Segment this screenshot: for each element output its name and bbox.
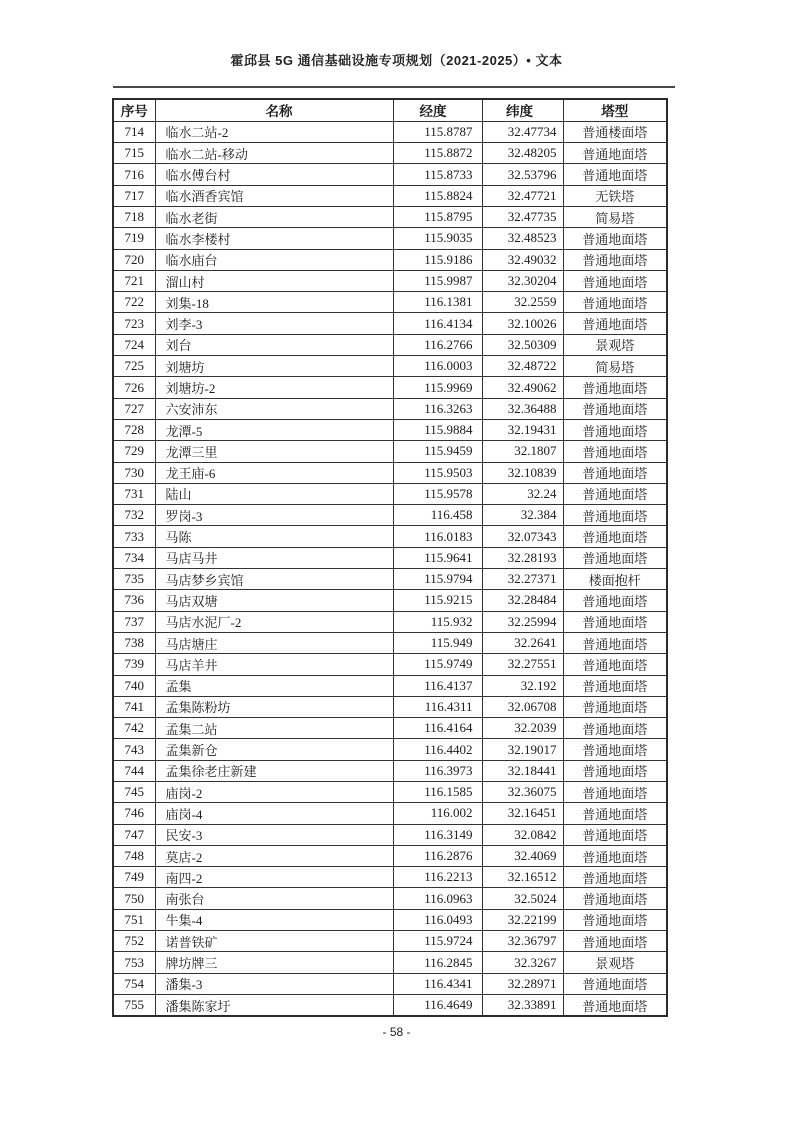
seq-cell: 749 (113, 867, 155, 888)
tower-type-cell: 简易塔 (563, 356, 667, 377)
latitude-cell: 32.3267 (482, 952, 563, 973)
name-cell: 潘集-3 (155, 973, 393, 994)
longitude-cell: 115.8795 (393, 206, 482, 227)
longitude-cell: 115.8872 (393, 143, 482, 164)
longitude-cell: 116.0183 (393, 526, 482, 547)
longitude-cell: 115.9035 (393, 228, 482, 249)
latitude-cell: 32.1807 (482, 441, 563, 462)
tower-type-cell: 普通地面塔 (563, 782, 667, 803)
seq-cell: 751 (113, 909, 155, 930)
tower-type-cell: 普通地面塔 (563, 867, 667, 888)
longitude-cell: 116.0003 (393, 356, 482, 377)
table-row (113, 377, 667, 398)
longitude-cell: 115.8824 (393, 185, 482, 206)
table-row (113, 569, 667, 590)
seq-cell: 732 (113, 505, 155, 526)
name-cell: 临水二站-移动 (155, 143, 393, 164)
table-row (113, 505, 667, 526)
table-row (113, 419, 667, 440)
latitude-cell: 32.4069 (482, 845, 563, 866)
table-row (113, 973, 667, 994)
page-number: - 58 - (382, 1025, 411, 1039)
latitude-cell: 32.33891 (482, 994, 563, 1016)
latitude-cell: 32.16512 (482, 867, 563, 888)
name-cell: 孟集新仓 (155, 739, 393, 760)
tower-type-cell: 普通地面塔 (563, 419, 667, 440)
latitude-cell: 32.18441 (482, 760, 563, 781)
table-row (113, 356, 667, 377)
longitude-cell: 116.2766 (393, 334, 482, 355)
seq-cell: 745 (113, 782, 155, 803)
tower-type-cell: 普通地面塔 (563, 675, 667, 696)
table-row (113, 931, 667, 952)
latitude-cell: 32.22199 (482, 909, 563, 930)
name-cell: 龙王庙-6 (155, 462, 393, 483)
table-row (113, 718, 667, 739)
seq-cell: 752 (113, 931, 155, 952)
latitude-cell: 32.06708 (482, 696, 563, 717)
name-cell: 庙岗-2 (155, 782, 393, 803)
longitude-cell: 116.4311 (393, 696, 482, 717)
name-cell: 溜山村 (155, 270, 393, 291)
name-cell: 刘李-3 (155, 313, 393, 334)
tower-type-cell: 普通地面塔 (563, 547, 667, 568)
seq-cell: 740 (113, 675, 155, 696)
table-row (113, 803, 667, 824)
longitude-cell: 115.9969 (393, 377, 482, 398)
seq-cell: 739 (113, 654, 155, 675)
table-row (113, 654, 667, 675)
tower-type-cell: 普通地面塔 (563, 718, 667, 739)
table-row (113, 845, 667, 866)
longitude-cell: 115.9459 (393, 441, 482, 462)
latitude-cell: 32.07343 (482, 526, 563, 547)
seq-cell: 737 (113, 611, 155, 632)
longitude-cell: 116.4341 (393, 973, 482, 994)
table-row (113, 483, 667, 504)
table-row (113, 632, 667, 653)
name-cell: 马店水泥厂-2 (155, 611, 393, 632)
longitude-cell: 115.9749 (393, 654, 482, 675)
seq-cell: 736 (113, 590, 155, 611)
tower-type-cell: 普通地面塔 (563, 249, 667, 270)
table-row (113, 739, 667, 760)
seq-cell: 735 (113, 569, 155, 590)
seq-cell: 731 (113, 483, 155, 504)
seq-cell: 726 (113, 377, 155, 398)
name-cell: 临水二站-2 (155, 121, 393, 142)
tower-type-cell: 普通地面塔 (563, 696, 667, 717)
name-cell: 马店羊井 (155, 654, 393, 675)
longitude-cell: 116.002 (393, 803, 482, 824)
table-row (113, 441, 667, 462)
seq-cell: 724 (113, 334, 155, 355)
seq-cell: 714 (113, 121, 155, 142)
seq-cell: 743 (113, 739, 155, 760)
latitude-cell: 32.2641 (482, 632, 563, 653)
latitude-cell: 32.49062 (482, 377, 563, 398)
latitude-cell: 32.36797 (482, 931, 563, 952)
name-cell: 孟集陈粉坊 (155, 696, 393, 717)
table-row (113, 249, 667, 270)
tower-type-cell: 普通地面塔 (563, 824, 667, 845)
longitude-cell: 115.949 (393, 632, 482, 653)
name-cell: 庙岗-4 (155, 803, 393, 824)
name-cell: 孟集二站 (155, 718, 393, 739)
tower-type-cell: 普通地面塔 (563, 143, 667, 164)
name-cell: 南张台 (155, 888, 393, 909)
longitude-cell: 116.2845 (393, 952, 482, 973)
seq-cell: 734 (113, 547, 155, 568)
name-cell: 马店马井 (155, 547, 393, 568)
name-cell: 陆山 (155, 483, 393, 504)
tower-type-cell: 普通地面塔 (563, 313, 667, 334)
longitude-cell: 115.932 (393, 611, 482, 632)
latitude-cell: 32.48523 (482, 228, 563, 249)
latitude-cell: 32.192 (482, 675, 563, 696)
latitude-cell: 32.50309 (482, 334, 563, 355)
tower-type-cell: 普通地面塔 (563, 377, 667, 398)
tower-type-cell: 普通地面塔 (563, 632, 667, 653)
latitude-cell: 32.53796 (482, 164, 563, 185)
table-row (113, 994, 667, 1016)
table-row (113, 228, 667, 249)
longitude-cell: 115.9987 (393, 270, 482, 291)
name-cell: 龙潭三里 (155, 441, 393, 462)
document-header-title: 霍邱县 5G 通信基础设施专项规划（2021-2025）• 文本 (230, 53, 563, 68)
tower-type-cell: 普通地面塔 (563, 462, 667, 483)
longitude-cell: 116.3263 (393, 398, 482, 419)
tower-type-cell: 普通地面塔 (563, 654, 667, 675)
seq-cell: 725 (113, 356, 155, 377)
tower-type-cell: 普通地面塔 (563, 803, 667, 824)
tower-type-cell: 普通地面塔 (563, 739, 667, 760)
name-cell: 罗岗-3 (155, 505, 393, 526)
longitude-cell: 115.9186 (393, 249, 482, 270)
longitude-cell: 115.9503 (393, 462, 482, 483)
tower-type-cell: 普通地面塔 (563, 441, 667, 462)
latitude-cell: 32.2039 (482, 718, 563, 739)
table-row (113, 206, 667, 227)
name-cell: 马店塘庄 (155, 632, 393, 653)
longitude-cell: 115.9578 (393, 483, 482, 504)
latitude-cell: 32.47734 (482, 121, 563, 142)
name-cell: 刘塘坊-2 (155, 377, 393, 398)
seq-cell: 750 (113, 888, 155, 909)
seq-cell: 728 (113, 419, 155, 440)
latitude-cell: 32.48722 (482, 356, 563, 377)
name-cell: 临水傅台村 (155, 164, 393, 185)
tower-type-cell: 普通地面塔 (563, 483, 667, 504)
tower-type-cell: 普通地面塔 (563, 888, 667, 909)
latitude-cell: 32.5024 (482, 888, 563, 909)
table-row (113, 547, 667, 568)
latitude-cell: 32.30204 (482, 270, 563, 291)
table-row (113, 462, 667, 483)
table-row (113, 334, 667, 355)
name-cell: 潘集陈家圩 (155, 994, 393, 1016)
table-row (113, 611, 667, 632)
longitude-header: 经度 (393, 99, 482, 121)
name-cell: 马陈 (155, 526, 393, 547)
seq-cell: 730 (113, 462, 155, 483)
latitude-header: 纬度 (482, 99, 563, 121)
seq-cell: 742 (113, 718, 155, 739)
table-row (113, 760, 667, 781)
seq-cell: 721 (113, 270, 155, 291)
seq-cell: 733 (113, 526, 155, 547)
longitude-cell: 115.9724 (393, 931, 482, 952)
name-cell: 临水李楼村 (155, 228, 393, 249)
seq-cell: 723 (113, 313, 155, 334)
longitude-cell: 116.0963 (393, 888, 482, 909)
longitude-cell: 115.9215 (393, 590, 482, 611)
table-row (113, 888, 667, 909)
tower-type-header: 塔型 (563, 99, 667, 121)
seq-cell: 744 (113, 760, 155, 781)
table-row (113, 675, 667, 696)
header-divider-line (113, 86, 675, 88)
latitude-cell: 32.28484 (482, 590, 563, 611)
tower-type-cell: 普通地面塔 (563, 398, 667, 419)
name-cell: 刘塘坊 (155, 356, 393, 377)
longitude-cell: 116.3149 (393, 824, 482, 845)
seq-cell: 738 (113, 632, 155, 653)
name-cell: 南四-2 (155, 867, 393, 888)
seq-cell: 716 (113, 164, 155, 185)
name-cell: 六安沛东 (155, 398, 393, 419)
seq-cell: 722 (113, 292, 155, 313)
latitude-cell: 32.10839 (482, 462, 563, 483)
tower-type-cell: 无铁塔 (563, 185, 667, 206)
seq-cell: 729 (113, 441, 155, 462)
tower-type-cell: 普通地面塔 (563, 973, 667, 994)
latitude-cell: 32.27371 (482, 569, 563, 590)
longitude-cell: 116.458 (393, 505, 482, 526)
latitude-cell: 32.24 (482, 483, 563, 504)
tower-type-cell: 普通楼面塔 (563, 121, 667, 142)
name-cell: 诺普铁矿 (155, 931, 393, 952)
tower-type-cell: 普通地面塔 (563, 909, 667, 930)
table-row (113, 952, 667, 973)
tower-type-cell: 简易塔 (563, 206, 667, 227)
table-row (113, 185, 667, 206)
seq-cell: 720 (113, 249, 155, 270)
longitude-cell: 116.1585 (393, 782, 482, 803)
tower-type-cell: 普通地面塔 (563, 931, 667, 952)
name-cell: 刘台 (155, 334, 393, 355)
longitude-cell: 116.2876 (393, 845, 482, 866)
latitude-cell: 32.19017 (482, 739, 563, 760)
tower-type-cell: 普通地面塔 (563, 994, 667, 1016)
longitude-cell: 115.8787 (393, 121, 482, 142)
seq-cell: 754 (113, 973, 155, 994)
name-cell: 民安-3 (155, 824, 393, 845)
longitude-cell: 115.9884 (393, 419, 482, 440)
table-row (113, 313, 667, 334)
seq-cell: 747 (113, 824, 155, 845)
longitude-cell: 115.9641 (393, 547, 482, 568)
table-row (113, 526, 667, 547)
name-cell: 孟集 (155, 675, 393, 696)
seq-cell: 748 (113, 845, 155, 866)
table-row (113, 292, 667, 313)
tower-type-cell: 景观塔 (563, 952, 667, 973)
latitude-cell: 32.47735 (482, 206, 563, 227)
name-cell: 牛集-4 (155, 909, 393, 930)
latitude-cell: 32.49032 (482, 249, 563, 270)
tower-type-cell: 普通地面塔 (563, 270, 667, 291)
table-row (113, 590, 667, 611)
longitude-cell: 116.4164 (393, 718, 482, 739)
name-cell: 牌坊牌三 (155, 952, 393, 973)
name-cell: 临水老街 (155, 206, 393, 227)
table-row (113, 270, 667, 291)
seq-cell: 715 (113, 143, 155, 164)
seq-cell: 755 (113, 994, 155, 1016)
table-header-row (113, 99, 667, 121)
seq-header: 序号 (113, 99, 155, 121)
seq-cell: 741 (113, 696, 155, 717)
name-cell: 刘集-18 (155, 292, 393, 313)
latitude-cell: 32.28193 (482, 547, 563, 568)
longitude-cell: 116.4649 (393, 994, 482, 1016)
longitude-cell: 116.4402 (393, 739, 482, 760)
latitude-cell: 32.10026 (482, 313, 563, 334)
tower-type-cell: 普通地面塔 (563, 292, 667, 313)
latitude-cell: 32.19431 (482, 419, 563, 440)
seq-cell: 719 (113, 228, 155, 249)
longitude-cell: 116.4137 (393, 675, 482, 696)
longitude-cell: 116.3973 (393, 760, 482, 781)
table-row (113, 782, 667, 803)
latitude-cell: 32.47721 (482, 185, 563, 206)
table-row (113, 867, 667, 888)
latitude-cell: 32.28971 (482, 973, 563, 994)
longitude-cell: 115.8733 (393, 164, 482, 185)
seq-cell: 717 (113, 185, 155, 206)
latitude-cell: 32.384 (482, 505, 563, 526)
latitude-cell: 32.48205 (482, 143, 563, 164)
table-row (113, 824, 667, 845)
name-cell: 马店双塘 (155, 590, 393, 611)
name-cell: 临水酒香宾馆 (155, 185, 393, 206)
longitude-cell: 115.9794 (393, 569, 482, 590)
name-header: 名称 (155, 99, 393, 121)
table-row (113, 143, 667, 164)
name-cell: 莫店-2 (155, 845, 393, 866)
name-cell: 龙潭-5 (155, 419, 393, 440)
seq-cell: 727 (113, 398, 155, 419)
table-row (113, 121, 667, 142)
name-cell: 临水庙台 (155, 249, 393, 270)
tower-type-cell: 普通地面塔 (563, 164, 667, 185)
tower-type-cell: 普通地面塔 (563, 590, 667, 611)
longitude-cell: 116.1381 (393, 292, 482, 313)
longitude-cell: 116.4134 (393, 313, 482, 334)
tower-type-cell: 楼面抱杆 (563, 569, 667, 590)
tower-type-cell: 普通地面塔 (563, 845, 667, 866)
table-row (113, 696, 667, 717)
longitude-cell: 116.2213 (393, 867, 482, 888)
latitude-cell: 32.36488 (482, 398, 563, 419)
tower-type-cell: 普通地面塔 (563, 526, 667, 547)
name-cell: 马店梦乡宾馆 (155, 569, 393, 590)
seq-cell: 746 (113, 803, 155, 824)
base-station-table (112, 98, 668, 1017)
latitude-cell: 32.2559 (482, 292, 563, 313)
tower-type-cell: 普通地面塔 (563, 611, 667, 632)
tower-type-cell: 普通地面塔 (563, 505, 667, 526)
seq-cell: 718 (113, 206, 155, 227)
tower-type-cell: 景观塔 (563, 334, 667, 355)
seq-cell: 753 (113, 952, 155, 973)
tower-type-cell: 普通地面塔 (563, 228, 667, 249)
table-row (113, 398, 667, 419)
tower-type-cell: 普通地面塔 (563, 760, 667, 781)
latitude-cell: 32.16451 (482, 803, 563, 824)
latitude-cell: 32.27551 (482, 654, 563, 675)
latitude-cell: 32.36075 (482, 782, 563, 803)
longitude-cell: 116.0493 (393, 909, 482, 930)
table-row (113, 164, 667, 185)
latitude-cell: 32.25994 (482, 611, 563, 632)
name-cell: 孟集徐老庄新建 (155, 760, 393, 781)
latitude-cell: 32.0842 (482, 824, 563, 845)
table-row (113, 909, 667, 930)
